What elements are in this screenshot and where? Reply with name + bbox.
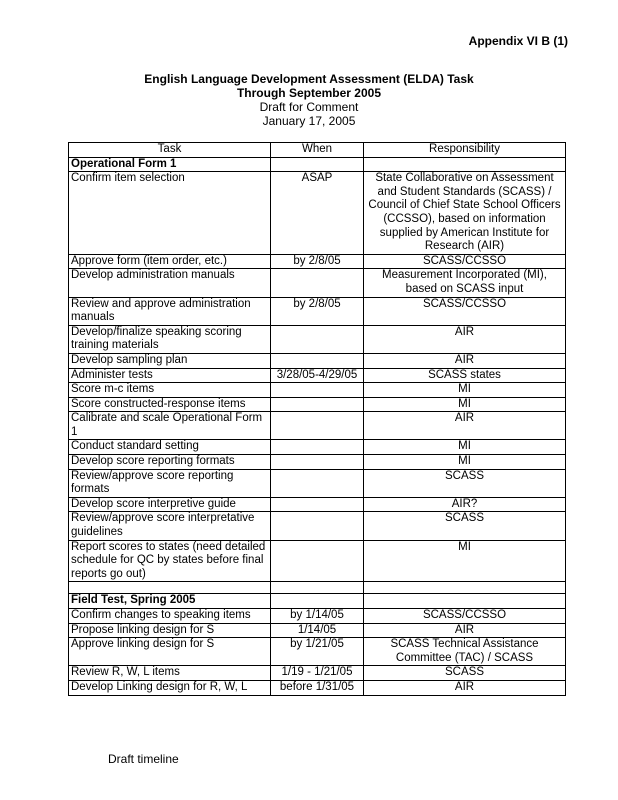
table-row [69, 512, 566, 540]
table-row [69, 469, 566, 497]
table-row [69, 269, 566, 297]
when-cell [271, 594, 364, 609]
task-cell: Operational Form 1 [69, 157, 271, 172]
section-row [69, 157, 566, 172]
responsibility-cell: MI [364, 440, 566, 455]
when-cell [271, 540, 364, 582]
table-row [69, 325, 566, 353]
task-cell: Review R, W, L items [69, 666, 271, 681]
when-cell [271, 353, 364, 368]
responsibility-cell: SCASS Technical Assistance Committee (TAC) / SCASS [364, 638, 566, 666]
responsibility-cell: MI [364, 455, 566, 470]
responsibility-cell: AIR [364, 353, 566, 368]
table-row [69, 609, 566, 624]
responsibility-cell: SCASS states [364, 368, 566, 383]
task-cell: Develop score reporting formats [69, 455, 271, 470]
task-cell: Develop Linking design for R, W, L [69, 680, 271, 695]
appendix-label: Appendix VI B (1) [468, 34, 568, 48]
blank-row [69, 582, 566, 594]
task-cell: Administer tests [69, 368, 271, 383]
when-cell: by 2/8/05 [271, 254, 364, 269]
task-cell: Develop score interpretive guide [69, 497, 271, 512]
task-cell: Develop administration manuals [69, 269, 271, 297]
when-cell: before 1/31/05 [271, 680, 364, 695]
when-cell [271, 325, 364, 353]
table-row [69, 172, 566, 255]
task-cell: Conduct standard setting [69, 440, 271, 455]
task-cell: Confirm item selection [69, 172, 271, 255]
task-cell: Score m-c items [69, 383, 271, 398]
task-cell: Report scores to states (need detailed schedule for QC by states before final reports go out) [69, 540, 271, 582]
responsibility-cell: SCASS [364, 666, 566, 681]
table-row [69, 297, 566, 325]
table-row [69, 368, 566, 383]
task-cell: Develop sampling plan [69, 353, 271, 368]
when-cell [271, 383, 364, 398]
table-row [69, 254, 566, 269]
when-cell: 1/19 - 1/21/05 [271, 666, 364, 681]
when-cell [271, 469, 364, 497]
task-cell: Approve linking design for S [69, 638, 271, 666]
responsibility-cell: SCASS/CCSSO [364, 297, 566, 325]
responsibility-cell [364, 582, 566, 594]
column-header-when: When [271, 143, 364, 158]
table-row [69, 455, 566, 470]
task-cell: Approve form (item order, etc.) [69, 254, 271, 269]
task-table [68, 142, 566, 696]
table-row [69, 497, 566, 512]
when-cell [271, 269, 364, 297]
table-row [69, 638, 566, 666]
table-header-row [69, 143, 566, 158]
footer-note: Draft timeline [108, 752, 179, 766]
task-cell [69, 582, 271, 594]
table-row [69, 680, 566, 695]
task-cell: Review/approve score reporting formats [69, 469, 271, 497]
task-cell: Propose linking design for S [69, 623, 271, 638]
task-table-body [69, 157, 566, 695]
table-row [69, 383, 566, 398]
when-cell [271, 497, 364, 512]
table-row [69, 623, 566, 638]
responsibility-cell [364, 594, 566, 609]
when-cell: by 1/21/05 [271, 638, 364, 666]
when-cell: by 1/14/05 [271, 609, 364, 624]
section-row [69, 594, 566, 609]
table-row [69, 666, 566, 681]
when-cell: 3/28/05-4/29/05 [271, 368, 364, 383]
title-line-1: English Language Development Assessment (ELDA) Task [144, 72, 474, 86]
responsibility-cell: AIR? [364, 497, 566, 512]
when-cell [271, 582, 364, 594]
when-cell [271, 412, 364, 440]
responsibility-cell: AIR [364, 412, 566, 440]
task-cell: Review/approve score interpretative guidelines [69, 512, 271, 540]
table-row [69, 412, 566, 440]
column-header-task: Task [69, 143, 271, 158]
when-cell: ASAP [271, 172, 364, 255]
task-cell: Calibrate and scale Operational Form 1 [69, 412, 271, 440]
when-cell [271, 455, 364, 470]
when-cell [271, 397, 364, 412]
subtitle: Draft for Comment [259, 100, 359, 114]
responsibility-cell [364, 157, 566, 172]
task-cell: Develop/finalize speaking scoring training materials [69, 325, 271, 353]
responsibility-cell: SCASS/CCSSO [364, 609, 566, 624]
task-cell: Score constructed-response items [69, 397, 271, 412]
responsibility-cell: State Collaborative on Assessment and Student Standards (SCASS) / Council of Chief State School Officers (CCSSO), based on information supplied by American Institute for Research (AIR) [364, 172, 566, 255]
when-cell [271, 512, 364, 540]
document-date: January 17, 2005 [262, 114, 356, 128]
responsibility-cell: MI [364, 540, 566, 582]
task-cell: Confirm changes to speaking items [69, 609, 271, 624]
title-line-2: Through September 2005 [236, 86, 382, 100]
when-cell [271, 440, 364, 455]
responsibility-cell: AIR [364, 680, 566, 695]
responsibility-cell: Measurement Incorporated (MI), based on SCASS input [364, 269, 566, 297]
responsibility-cell: MI [364, 397, 566, 412]
table-row [69, 353, 566, 368]
responsibility-cell: SCASS [364, 512, 566, 540]
table-row [69, 440, 566, 455]
responsibility-cell: MI [364, 383, 566, 398]
task-cell: Review and approve administration manuals [69, 297, 271, 325]
table-row [69, 397, 566, 412]
when-cell [271, 157, 364, 172]
responsibility-cell: AIR [364, 623, 566, 638]
column-header-responsibility: Responsibility [364, 143, 566, 158]
when-cell: by 2/8/05 [271, 297, 364, 325]
table-row [69, 540, 566, 582]
task-cell: Field Test, Spring 2005 [69, 594, 271, 609]
document-header [0, 72, 618, 128]
responsibility-cell: SCASS [364, 469, 566, 497]
responsibility-cell: AIR [364, 325, 566, 353]
when-cell: 1/14/05 [271, 623, 364, 638]
responsibility-cell: SCASS/CCSSO [364, 254, 566, 269]
